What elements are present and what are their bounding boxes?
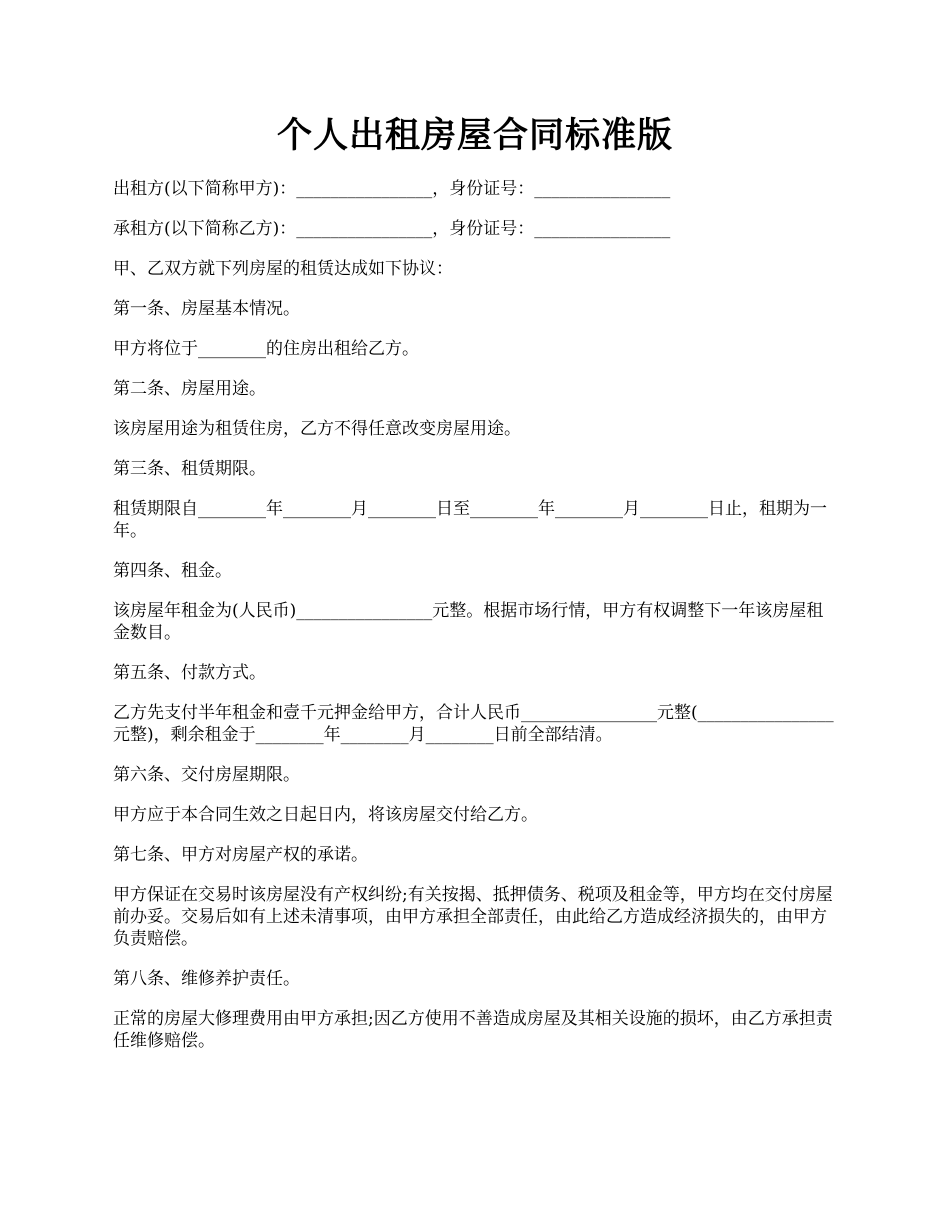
article-8-heading: 第八条、维修养护责任。	[113, 969, 300, 989]
article-6-heading: 第六条、交付房屋期限。	[113, 765, 300, 785]
contract-body	[113, 178, 839, 1070]
article-3-text: 租赁期限自________年________月________日至________年________月________日止，租期为一年。	[113, 499, 827, 541]
article-6-text: 甲方应于本合同生效之日起日内，将该房屋交付给乙方。	[113, 805, 538, 825]
article-8-text: 正常的房屋大修理费用由甲方承担;因乙方使用不善造成房屋及其相关设施的损坏，由乙方承担责任维修赔偿。	[113, 1009, 833, 1051]
article-5-heading: 第五条、付款方式。	[113, 663, 266, 683]
article-7-heading: 第七条、甲方对房屋产权的承诺。	[113, 845, 368, 865]
article-2-heading: 第二条、房屋用途。	[113, 379, 266, 399]
article-7-text: 甲方保证在交易时该房屋没有产权纠纷;有关按揭、抵押债务、税项及租金等，甲方均在交付房屋前办妥。交易后如有上述未清事项，由甲方承担全部责任，由此给乙方造成经济损失的，由甲方负责赔偿。	[113, 885, 833, 949]
article-2-text: 该房屋用途为租赁住房，乙方不得任意改变房屋用途。	[113, 419, 521, 439]
article-4-heading: 第四条、租金。	[113, 561, 232, 581]
article-3-heading: 第三条、租赁期限。	[113, 459, 266, 479]
document-title: 个人出租房屋合同标准版	[276, 115, 673, 156]
article-1-text: 甲方将位于________的住房出租给乙方。	[113, 339, 419, 359]
lessee-line: 承租方(以下简称乙方)：________________，身份证号：________________	[113, 219, 671, 239]
lessor-line: 出租方(以下简称甲方)：________________，身份证号：________________	[113, 179, 671, 199]
article-5-text: 乙方先支付半年租金和壹千元押金给甲方，合计人民币________________元整(________________元整)，剩余租金于________年________月________日前全部结清。	[113, 703, 834, 745]
article-4-text: 该房屋年租金为(人民币)________________元整。根据市场行情，甲方有权调整下一年该房屋租金数目。	[113, 601, 824, 643]
article-1-heading: 第一条、房屋基本情况。	[113, 299, 300, 319]
agreement-intro: 甲、乙双方就下列房屋的租赁达成如下协议：	[113, 259, 453, 279]
